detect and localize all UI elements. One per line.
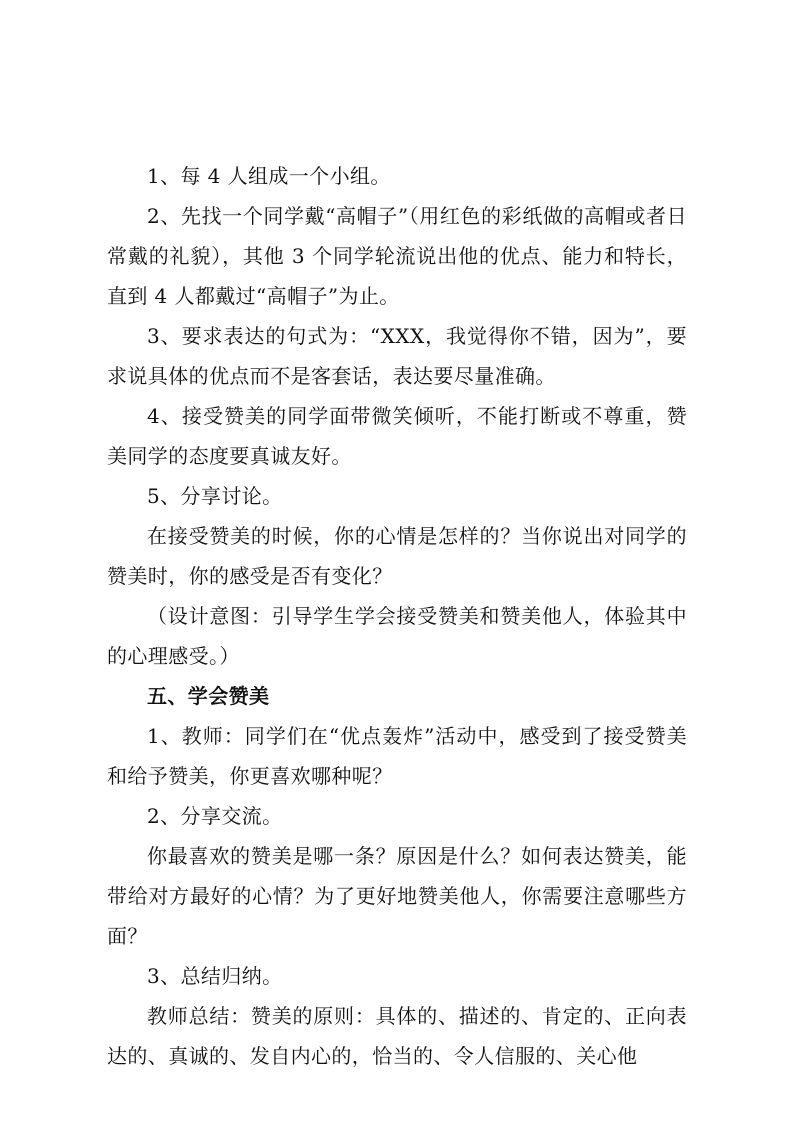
paragraph-teacher-summary: 教师总结：赞美的原则：具体的、描述的、肯定的、正向表达的、真诚的、发自内心的，恰当的、令人信服的、关心他 [107,1004,687,1068]
section-heading: 五、学会赞美 [147,684,270,708]
paragraph-step-2: 2、先找一个同学戴“高帽子”（用红色的彩纸做的高帽或者日常戴的礼貌），其他 3 个同学轮流说出他的优点、能力和特长，直到 4 人都戴过“高帽子”为止。 [107,204,687,308]
paragraph-design-intent: （设计意图：引导学生学会接受赞美和赞美他人，体验其中的心理感受。） [107,604,687,668]
paragraph-step-1: 1、每 4 人组成一个小组。 [147,164,391,188]
paragraph-share: 2、分享交流。 [147,804,283,828]
paragraph-share-questions: 你最喜欢的赞美是哪一条？原因是什么？如何表达赞美，能带给对方最好的心情？为了更好地赞美他人，你需要注意哪些方面？ [107,844,687,948]
paragraph-step-4: 4、接受赞美的同学面带微笑倾听，不能打断或不尊重，赞美同学的态度要真诚友好。 [107,404,687,468]
paragraph-summary: 3、总结归纳。 [147,964,283,988]
paragraph-discussion-question: 在接受赞美的时候，你的心情是怎样的？当你说出对同学的赞美时，你的感受是否有变化？ [107,524,687,588]
paragraph-step-5: 5、分享讨论。 [147,484,283,508]
paragraph-teacher-prompt: 1、教师：同学们在“优点轰炸”活动中，感受到了接受赞美和给予赞美，你更喜欢哪种呢？ [107,724,687,788]
paragraph-step-3: 3、要求表达的句式为：“XXX，我觉得你不错，因为”，要求说具体的优点而不是客套话，表达要尽量准确。 [107,324,687,388]
document-body [107,156,687,1076]
